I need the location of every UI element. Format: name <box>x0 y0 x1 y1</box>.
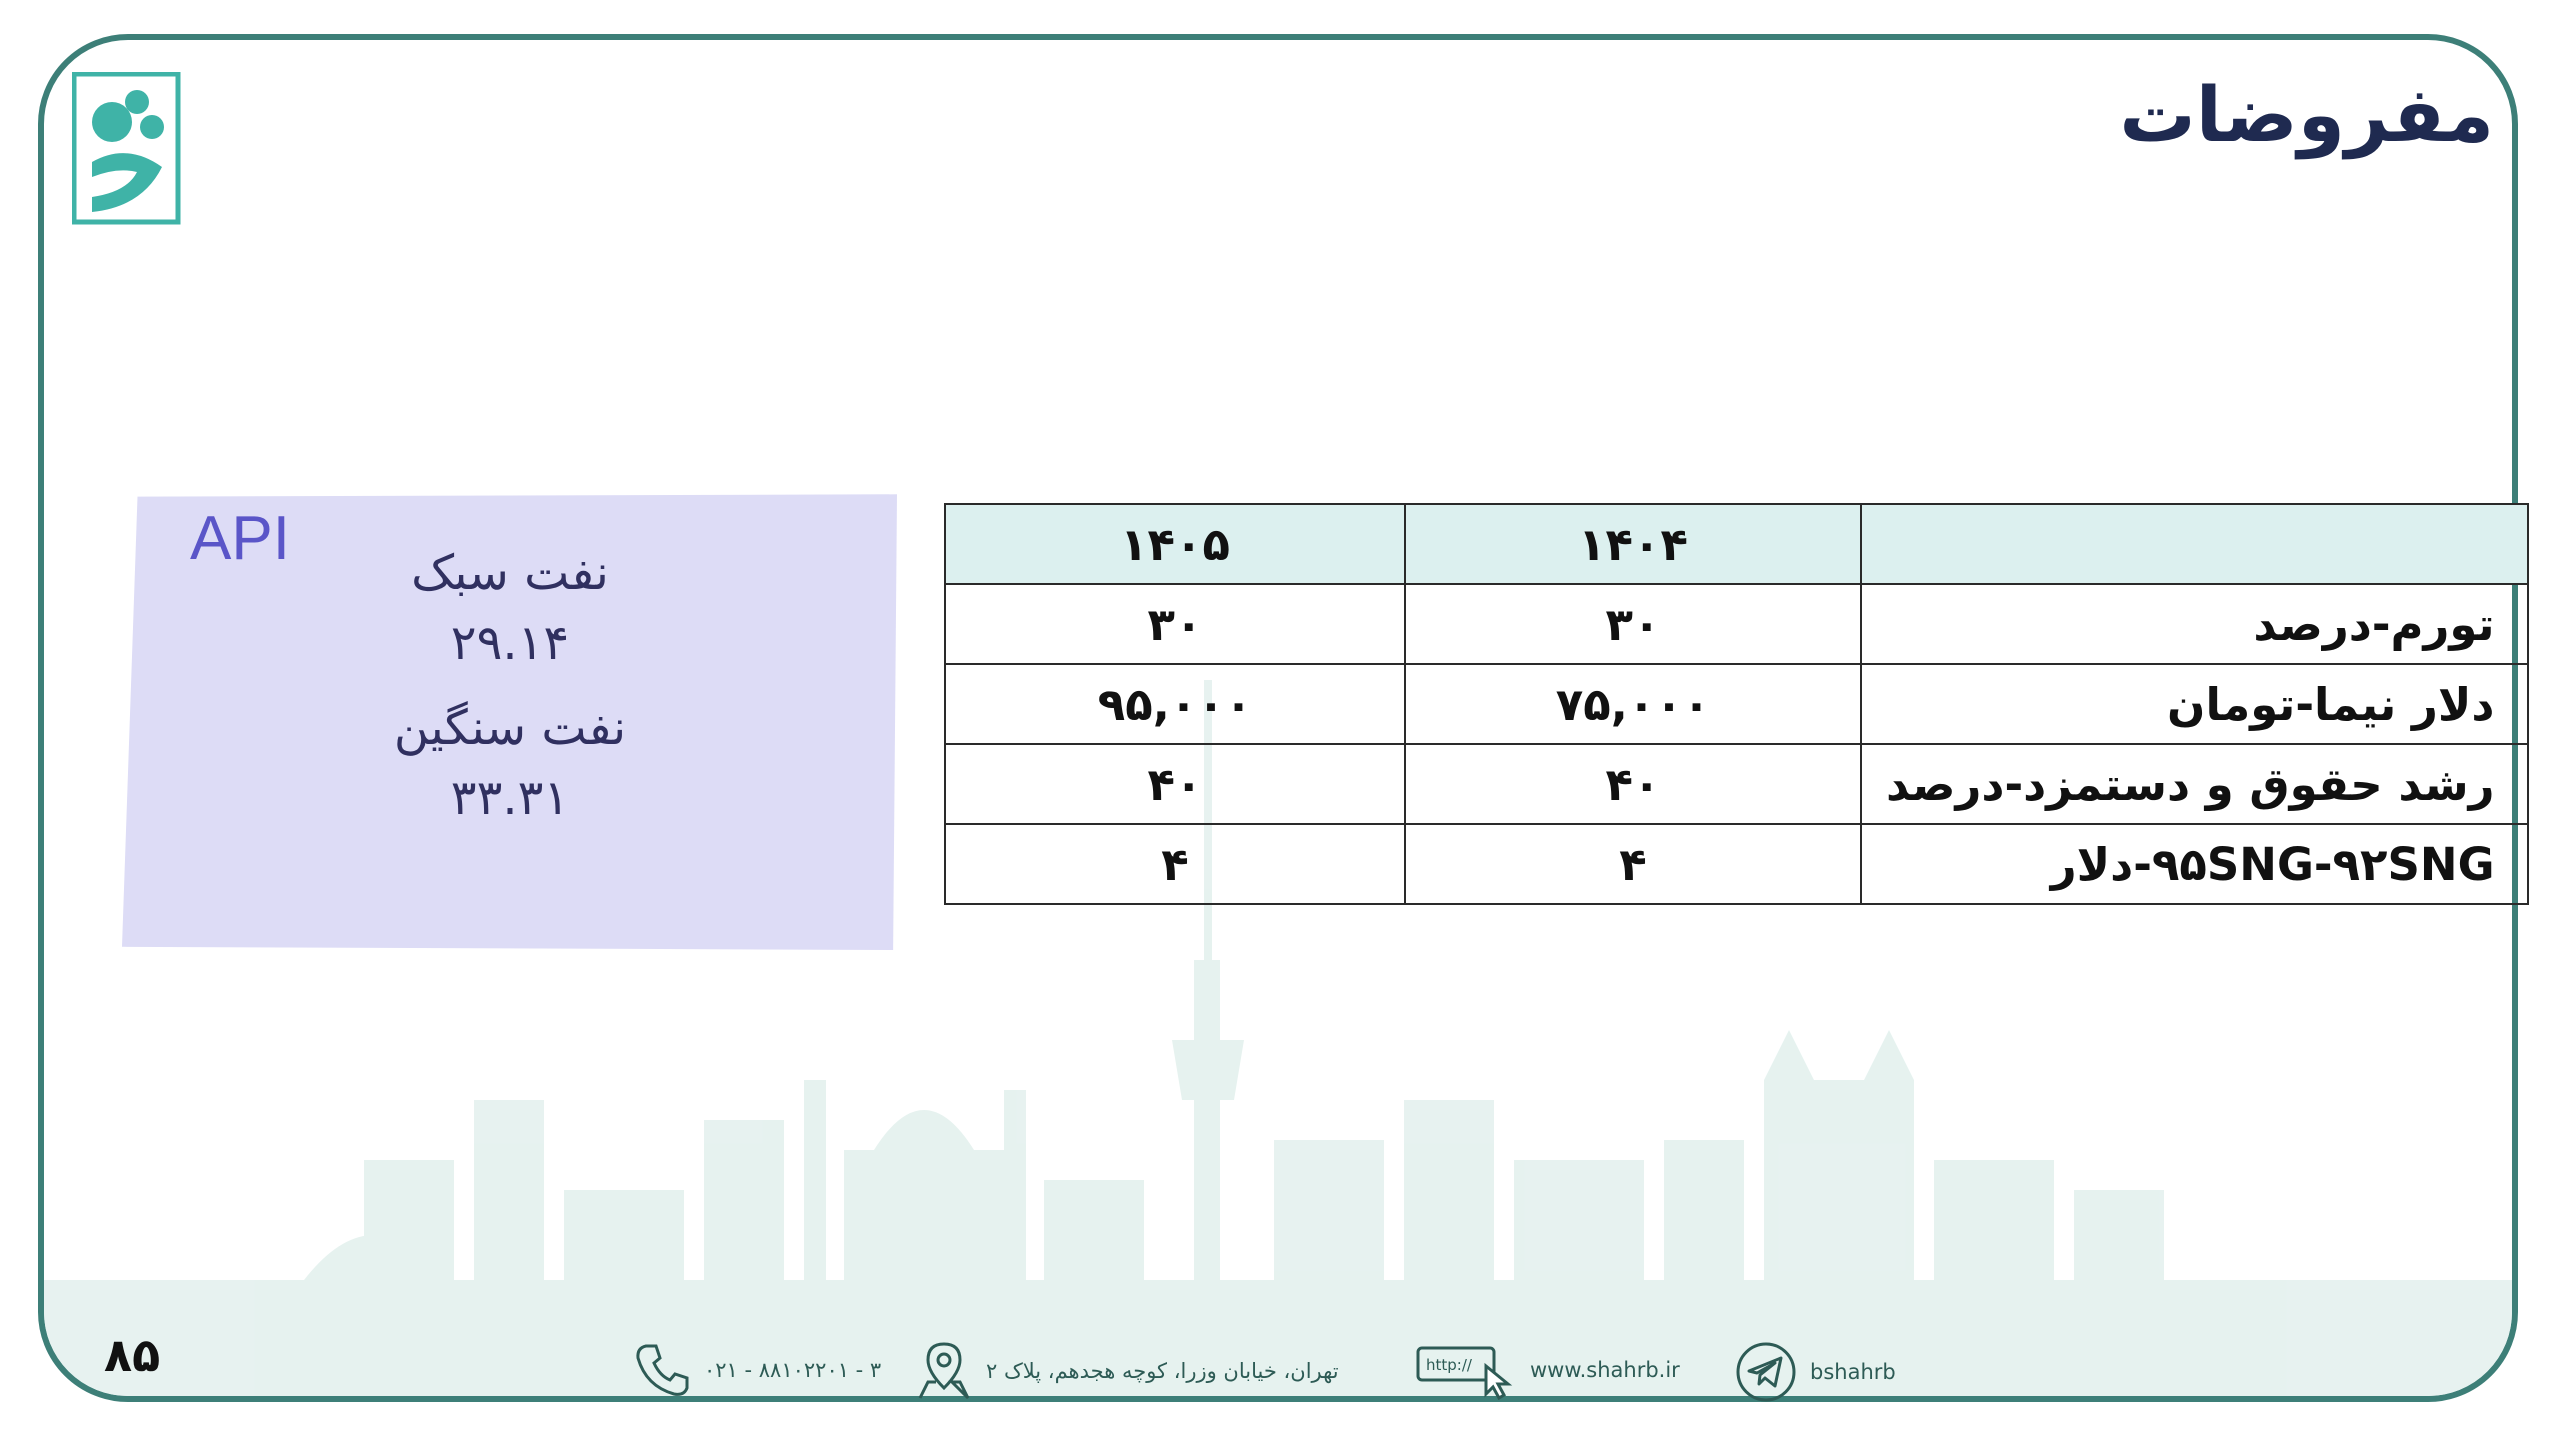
slide-title: مفروضات <box>2119 70 2494 159</box>
phone-text: ۰۲۱ - ۸۸۱۰۲۲۰۱ - ۳ <box>704 1358 882 1382</box>
header-1404: ۱۴۰۴ <box>1405 504 1861 584</box>
header-empty <box>1861 504 2528 584</box>
row-label: دلار نیما-تومان <box>1861 664 2528 744</box>
assumptions-table <box>944 503 2529 905</box>
address-text: تهران، خیابان وزرا، کوچه هجدهم، پلاک ۲ <box>986 1359 1339 1383</box>
table-row <box>945 664 2528 744</box>
telegram-handle[interactable]: bshahrb <box>1810 1360 1896 1384</box>
phone-icon <box>632 1340 692 1400</box>
heavy-oil-label: نفت سنگین <box>393 700 627 756</box>
website-link[interactable]: www.shahrb.ir <box>1530 1358 1680 1382</box>
header-1405: ۱۴۰۵ <box>945 504 1405 584</box>
heavy-oil-value: ۳۳.۳۱ <box>450 770 570 826</box>
table-row <box>945 744 2528 824</box>
cell-1405: ۳۰ <box>945 584 1405 664</box>
cell-1404: ۳۰ <box>1405 584 1861 664</box>
table-row <box>945 824 2528 904</box>
footer-phone <box>632 1340 881 1400</box>
cell-1405: ۴۰ <box>945 744 1405 824</box>
footer-address <box>914 1340 1339 1402</box>
row-label: ۹۵SNG-۹۲SNG-دلار <box>1861 824 2528 904</box>
table-header-row <box>945 504 2528 584</box>
web-browser-icon <box>1414 1340 1518 1400</box>
page-number: ۸۵ <box>104 1328 161 1382</box>
brand-logo <box>72 72 182 227</box>
cell-1404: ۴ <box>1405 824 1861 904</box>
cell-1405: ۴ <box>945 824 1405 904</box>
footer-website[interactable] <box>1414 1340 1680 1400</box>
api-label: API <box>190 504 290 573</box>
location-pin-icon <box>914 1340 974 1402</box>
footer-telegram[interactable] <box>1734 1340 1896 1404</box>
row-label: رشد حقوق و دستمزد-درصد <box>1861 744 2528 824</box>
telegram-icon <box>1734 1340 1798 1404</box>
table-row <box>945 584 2528 664</box>
light-oil-label: نفت سبک <box>411 545 609 601</box>
row-label: تورم-درصد <box>1861 584 2528 664</box>
cell-1404: ۷۵,۰۰۰ <box>1405 664 1861 744</box>
website-badge-text: http:// <box>1426 1356 1472 1374</box>
cell-1405: ۹۵,۰۰۰ <box>945 664 1405 744</box>
cell-1404: ۴۰ <box>1405 744 1861 824</box>
light-oil-value: ۲۹.۱۴ <box>450 615 570 671</box>
